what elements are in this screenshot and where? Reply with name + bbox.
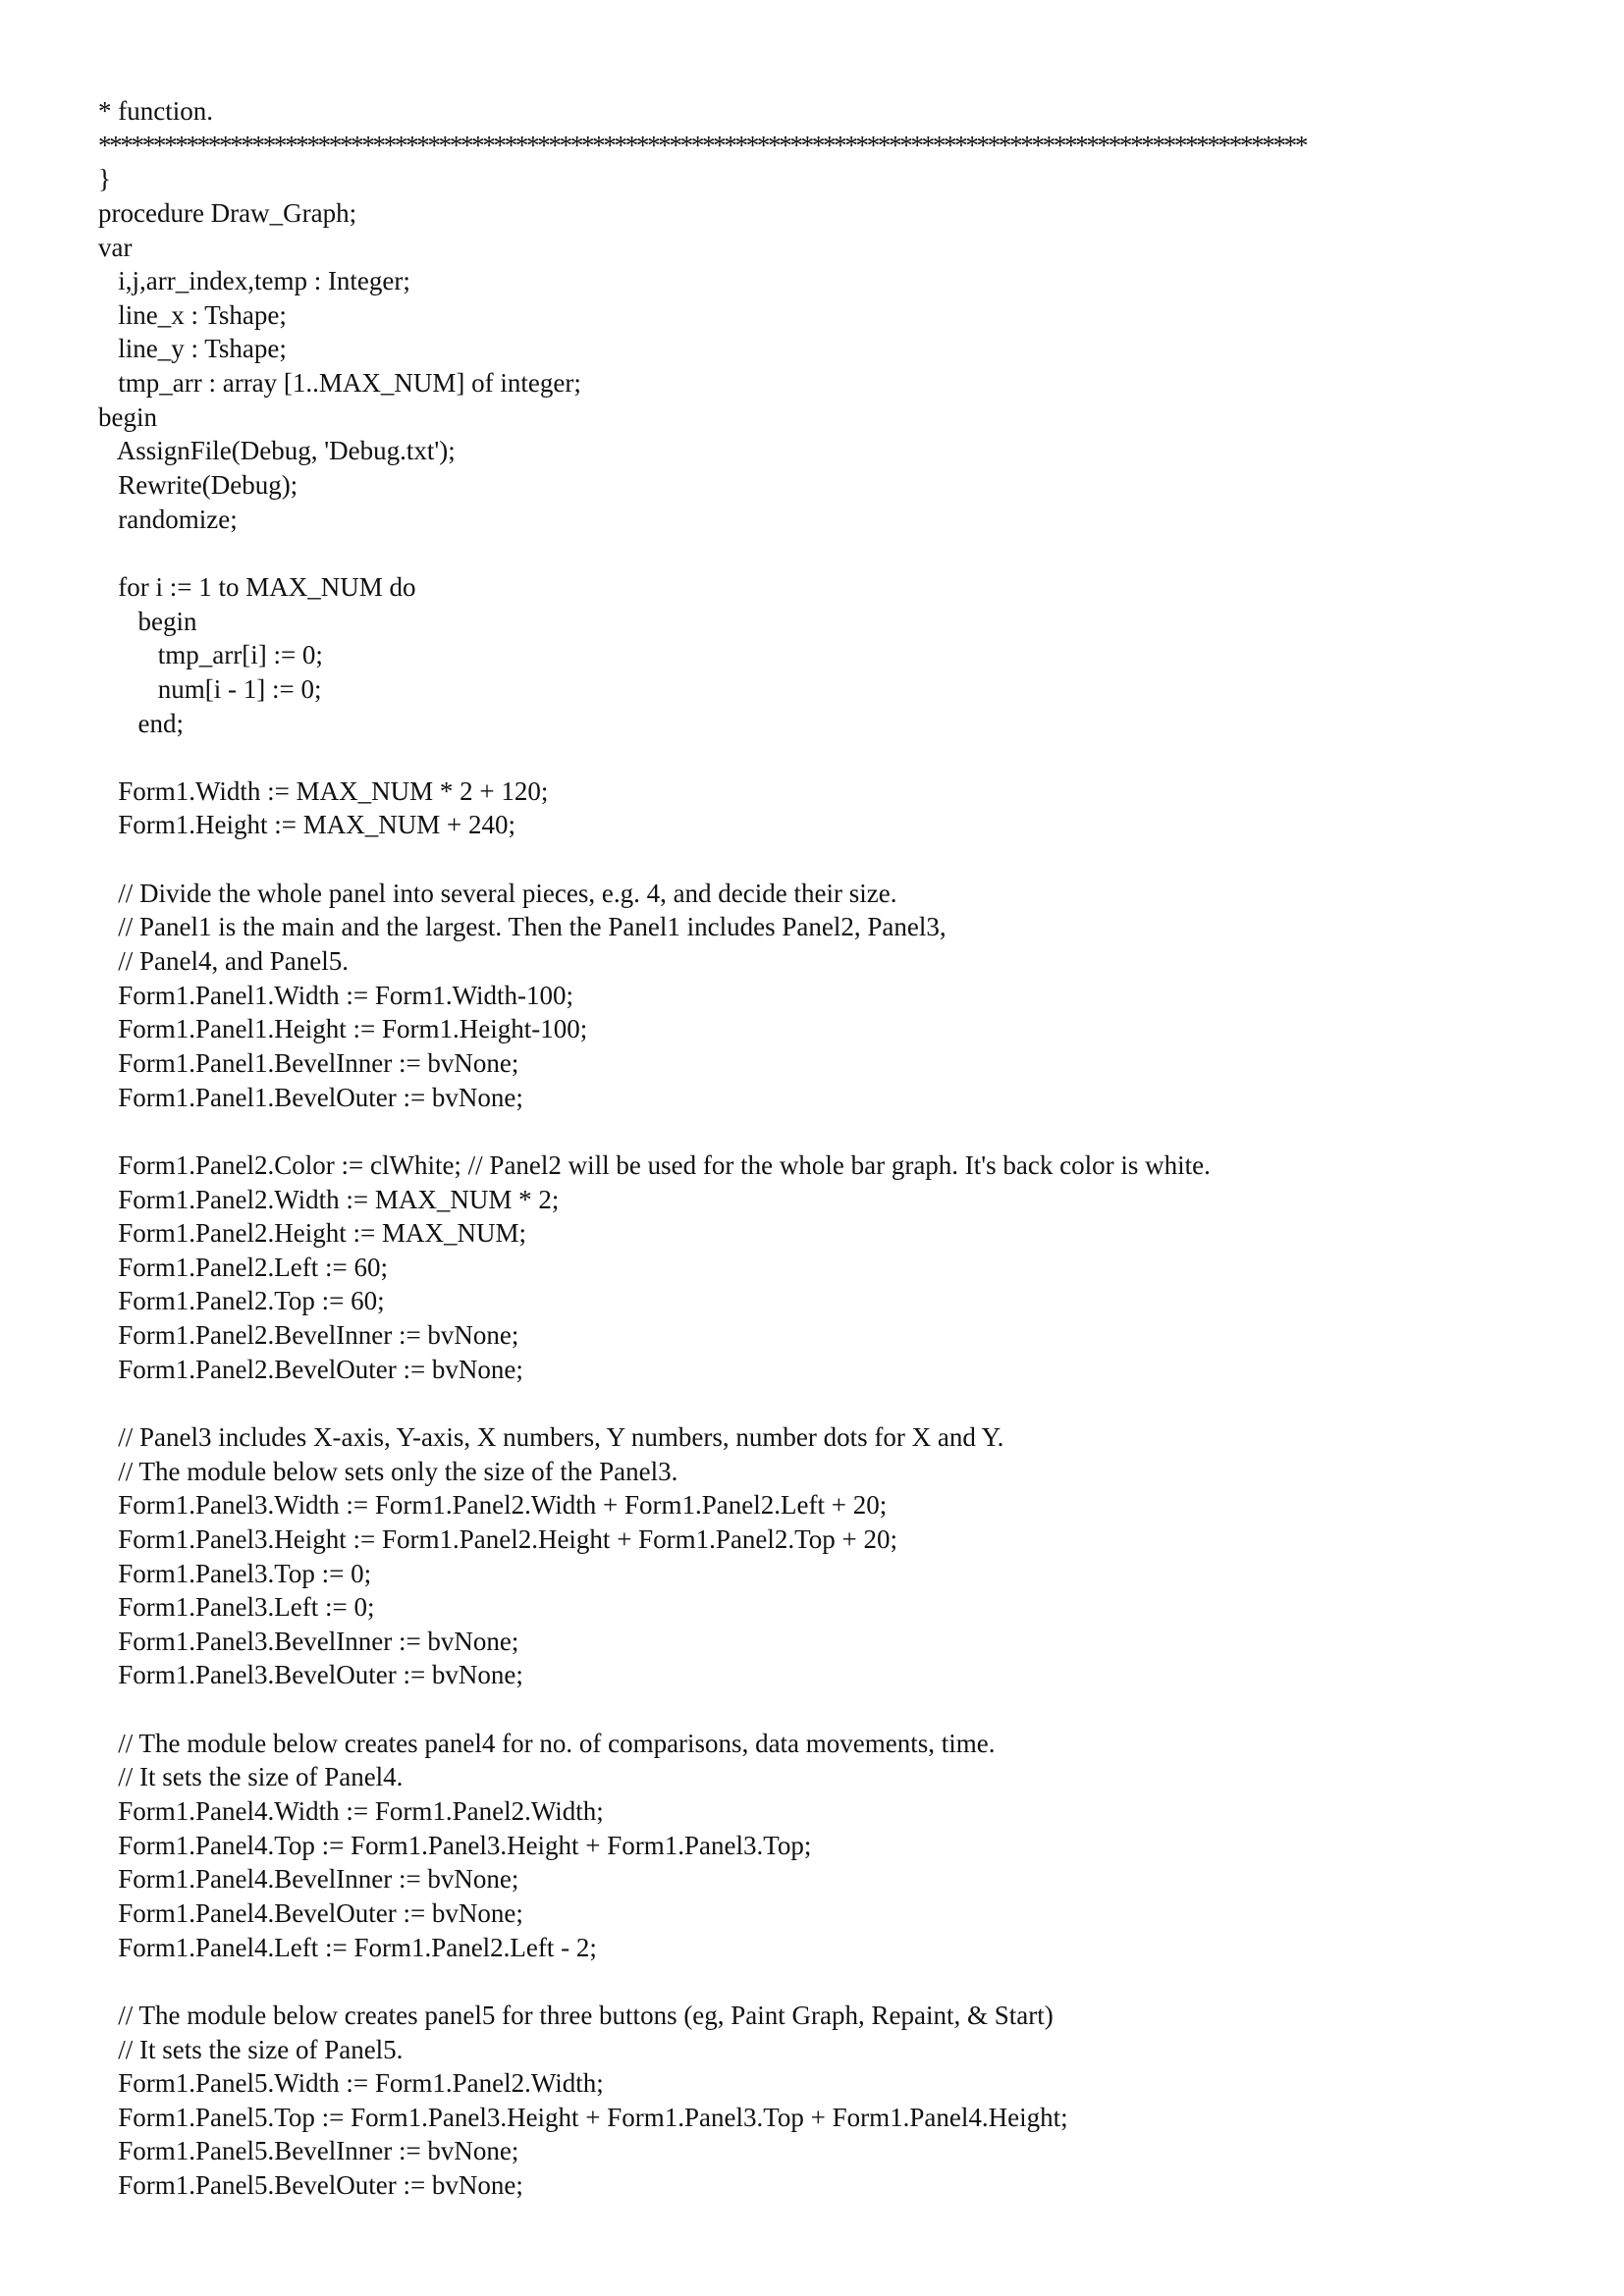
code-line: tmp_arr : array [1..MAX_NUM] of integer; xyxy=(98,368,581,399)
code-line: Form1.Panel3.BevelOuter := bvNone; xyxy=(98,1660,523,1690)
blank-line xyxy=(98,1964,1551,1999)
code-line: * function. xyxy=(98,96,213,126)
code-line: for i := 1 to MAX_NUM do xyxy=(98,571,416,602)
blank-line xyxy=(98,536,1551,570)
code-line: Form1.Height := MAX_NUM + 240; xyxy=(98,810,515,840)
code-line: ************************************************************************************************************** xyxy=(98,130,1307,160)
code-line: Form1.Panel3.Top := 0; xyxy=(98,1558,372,1588)
code-line: Form1.Panel4.Width := Form1.Panel2.Width; xyxy=(98,1796,604,1827)
code-line: Form1.Panel2.Height := MAX_NUM; xyxy=(98,1218,526,1249)
code-line: Form1.Panel1.Height := Form1.Height-100; xyxy=(98,1014,588,1044)
blank-line xyxy=(98,1386,1551,1420)
code-line: Form1.Panel4.BevelInner := bvNone; xyxy=(98,1864,519,1895)
code-line: // Divide the whole panel into several pieces, e.g. 4, and decide their size. xyxy=(98,878,897,908)
code-line: Form1.Panel1.BevelOuter := bvNone; xyxy=(98,1082,523,1112)
code-line: Form1.Panel3.Left := 0; xyxy=(98,1592,375,1623)
code-line: begin xyxy=(98,606,197,636)
code-line: // Panel1 is the main and the largest. Then the Panel1 includes Panel2, Panel3, xyxy=(98,912,947,942)
code-line: begin xyxy=(98,401,157,432)
code-line: Form1.Panel3.BevelInner := bvNone; xyxy=(98,1626,519,1656)
code-line: // It sets the size of Panel4. xyxy=(98,1762,404,1792)
code-line: tmp_arr[i] := 0; xyxy=(98,640,323,670)
blank-line xyxy=(98,740,1551,774)
code-line: Form1.Panel5.BevelOuter := bvNone; xyxy=(98,2170,523,2201)
code-line: Form1.Panel2.Width := MAX_NUM * 2; xyxy=(98,1184,560,1214)
code-line: procedure Draw_Graph; xyxy=(98,197,357,228)
code-line: Form1.Panel2.Left := 60; xyxy=(98,1252,388,1282)
code-line: Form1.Panel5.Top := Form1.Panel3.Height + Form1.Panel3.Top + Form1.Panel4.Height; xyxy=(98,2102,1068,2132)
code-line: Form1.Panel4.BevelOuter := bvNone; xyxy=(98,1897,523,1928)
code-line: randomize; xyxy=(98,504,238,534)
code-line: // It sets the size of Panel5. xyxy=(98,2034,404,2064)
code-line: Form1.Panel2.BevelOuter := bvNone; xyxy=(98,1354,523,1384)
code-line: var xyxy=(98,232,133,262)
code-line: // The module below creates panel5 for three buttons (eg, Paint Graph, Repaint, & Start) xyxy=(98,2000,1054,2030)
code-line: Form1.Panel3.Width := Form1.Panel2.Width + Form1.Panel2.Left + 20; xyxy=(98,1490,888,1521)
code-line: Form1.Panel4.Top := Form1.Panel3.Height + Form1.Panel3.Top; xyxy=(98,1830,812,1860)
blank-line xyxy=(98,1114,1551,1148)
code-line: i,j,arr_index,temp : Integer; xyxy=(98,266,410,296)
code-line: Form1.Panel2.Top := 60; xyxy=(98,1286,385,1316)
code-line: Form1.Width := MAX_NUM * 2 + 120; xyxy=(98,775,549,806)
code-line: num[i - 1] := 0; xyxy=(98,673,322,704)
code-line: Form1.Panel1.Width := Form1.Width-100; xyxy=(98,980,574,1010)
code-line: Form1.Panel2.Color := clWhite; // Panel2 will be used for the whole bar graph. It's back color is white. xyxy=(98,1149,1211,1180)
code-line: Form1.Panel3.Height := Form1.Panel2.Height + Form1.Panel2.Top + 20; xyxy=(98,1523,897,1554)
code-listing xyxy=(98,94,1551,2203)
code-line: end; xyxy=(98,708,184,738)
code-line: // Panel3 includes X-axis, Y-axis, X numbers, Y numbers, number dots for X and Y. xyxy=(98,1421,1004,1452)
blank-line xyxy=(98,1692,1551,1727)
code-line: // The module below sets only the size of the Panel3. xyxy=(98,1456,678,1486)
code-line: Form1.Panel2.BevelInner := bvNone; xyxy=(98,1320,519,1351)
code-line: // Panel4, and Panel5. xyxy=(98,946,349,977)
code-line: Form1.Panel5.BevelInner := bvNone; xyxy=(98,2136,519,2166)
code-line: // The module below creates panel4 for no. of comparisons, data movements, time. xyxy=(98,1728,996,1758)
code-line: line_x : Tshape; xyxy=(98,299,287,330)
code-line: } xyxy=(98,164,111,194)
code-line: Form1.Panel4.Left := Form1.Panel2.Left - 2; xyxy=(98,1932,597,1962)
code-line: line_y : Tshape; xyxy=(98,334,287,364)
blank-line xyxy=(98,842,1551,877)
code-line: Form1.Panel5.Width := Form1.Panel2.Width; xyxy=(98,2068,604,2099)
code-line: Form1.Panel1.BevelInner := bvNone; xyxy=(98,1047,519,1078)
code-line: Rewrite(Debug); xyxy=(98,470,298,501)
code-line: AssignFile(Debug, 'Debug.txt'); xyxy=(98,436,456,466)
